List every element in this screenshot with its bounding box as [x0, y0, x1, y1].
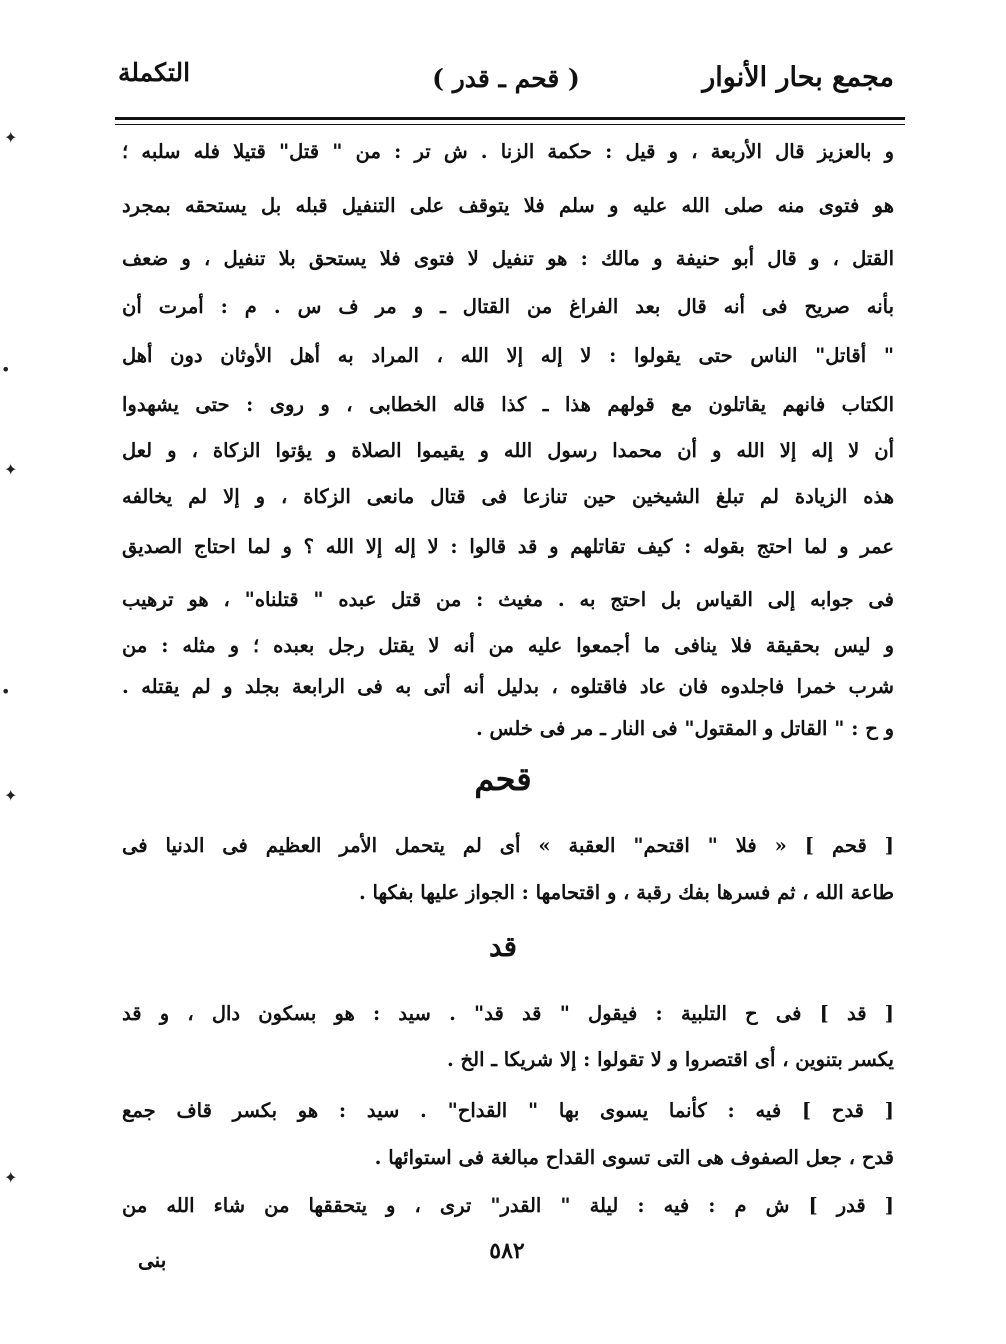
- text-line: طاعة الله ، ثم فسرها بفك رقبة ، و اقتحامها : الجواز عليها بفكها .: [358, 881, 894, 904]
- paragraph-qtl: [122, 126, 894, 750]
- entry-range: ( قحم ـ قدر ): [432, 64, 580, 93]
- text-line: [ قدح ] فيه : كأنما يسوى بها " القداح" . سيد : هو بكسر قاف جمع: [122, 1099, 894, 1122]
- text-line: [ قحم ] « فلا " اقتحم" العقبة » أى لم يتحمل الأمر العظيم فى الدنيا فى: [122, 834, 894, 857]
- text-line: هذه الزيادة لم تبلغ الشيخين حين تنازعا فى قتال مانعى الزكاة ، و إلا لم يخالفه: [122, 485, 894, 508]
- text-line: يكسر بتنوين ، أى اقتصروا و لا تقولوا : إلا شريكا ـ الخ .: [446, 1048, 894, 1071]
- page-header: [118, 58, 894, 104]
- entry-qd: [122, 990, 894, 1082]
- margin-mark-icon: •: [1, 682, 11, 701]
- section-heading-qhm: قحم: [474, 760, 532, 798]
- text-line: فى جوابه إلى القياس بل احتج به . مغيث : من قتل عبده " قتلناه" ، هو ترهيب: [122, 588, 894, 611]
- text-line: أن لا إله إلا الله و أن محمدا رسول الله و يقيموا الصلاة و يؤتوا الزكاة ، و لعل: [122, 439, 894, 462]
- text-line: شرب خمرا فاجلدوه فان عاد فاقتلوه ، بدليل أنه أتى به فى الرابعة بجلد و لم يقتله .: [122, 675, 894, 698]
- text-line: الكتاب فانهم يقاتلون مع قولهم هذا ـ كذا قاله الخطابى ، و روى : حتى يشهدوا: [122, 393, 894, 416]
- margin-mark-icon: ✦: [4, 128, 18, 147]
- text-line: القتل ، و قال أبو حنيفة و مالك : هو تنفيل لا فتوى فلا يستحق بلا تنفيل ، و ضعف: [122, 247, 894, 270]
- header-rule-thick: [115, 117, 905, 120]
- margin-mark-icon: ✦: [4, 1168, 18, 1187]
- margin-mark-icon: ✦: [4, 786, 18, 805]
- margin-mark-icon: •: [1, 360, 11, 379]
- text-line: [ قد ] فى ح التلبية : فيقول " قد قد" . سيد : هو بسكون دال ، و قد: [122, 1002, 894, 1025]
- paragraph-qhm: [122, 822, 894, 916]
- page-number: ٥٨٢: [489, 1238, 525, 1264]
- text-line: هو فتوى منه صلى الله عليه و سلم فلا يتوقف على التنفيل قبله بل يستحقه بمجرد: [122, 194, 894, 217]
- book-title: مجمع بحار الأنوار: [702, 62, 894, 93]
- supplement-label: التكملة: [118, 58, 191, 87]
- text-line: بأنه صريح فى أنه قال بعد الفراغ من القتال ـ و مر ف س . م : أمرت أن: [122, 295, 894, 318]
- text-line: و ح : " القاتل و المقتول" فى النار ـ مر فى خلس .: [475, 717, 894, 740]
- text-line: قدح ، جعل الصفوف هى التى تسوى القداح مبالغة فى استوائها .: [374, 1146, 894, 1169]
- text-line: و بالعزيز قال الأربعة ، و قيل : حكمة الزنا . ش تر : من " قتل" قتيلا فله سلبه ؛: [122, 140, 894, 163]
- text-line: " أقاتل" الناس حتى يقولوا : لا إله إلا الله ، المراد به أهل الأوثان دون أهل: [122, 344, 894, 367]
- entry-qdh: [122, 1086, 894, 1180]
- text-line: عمر و لما احتج بقوله : كيف تقاتلهم و قد قالوا : لا إله إلا الله ؟ و لما احتاج الصديق: [122, 535, 894, 558]
- header-rule-thin: [115, 124, 905, 125]
- margin-mark-icon: ✦: [4, 460, 18, 479]
- text-line: [ قدر ] ش م : فيه : ليلة " القدر" ترى ، و يتحققها من شاء الله من: [122, 1194, 894, 1217]
- entry-qdr: [122, 1182, 894, 1230]
- section-heading-qd: قد: [488, 930, 518, 963]
- text-line: و ليس بحقيقة فلا ينافى ما أجمعوا عليه من أنه لا يقتل رجل بعبده ؛ و مثله : من: [122, 634, 894, 657]
- catchword: بنى: [138, 1248, 167, 1272]
